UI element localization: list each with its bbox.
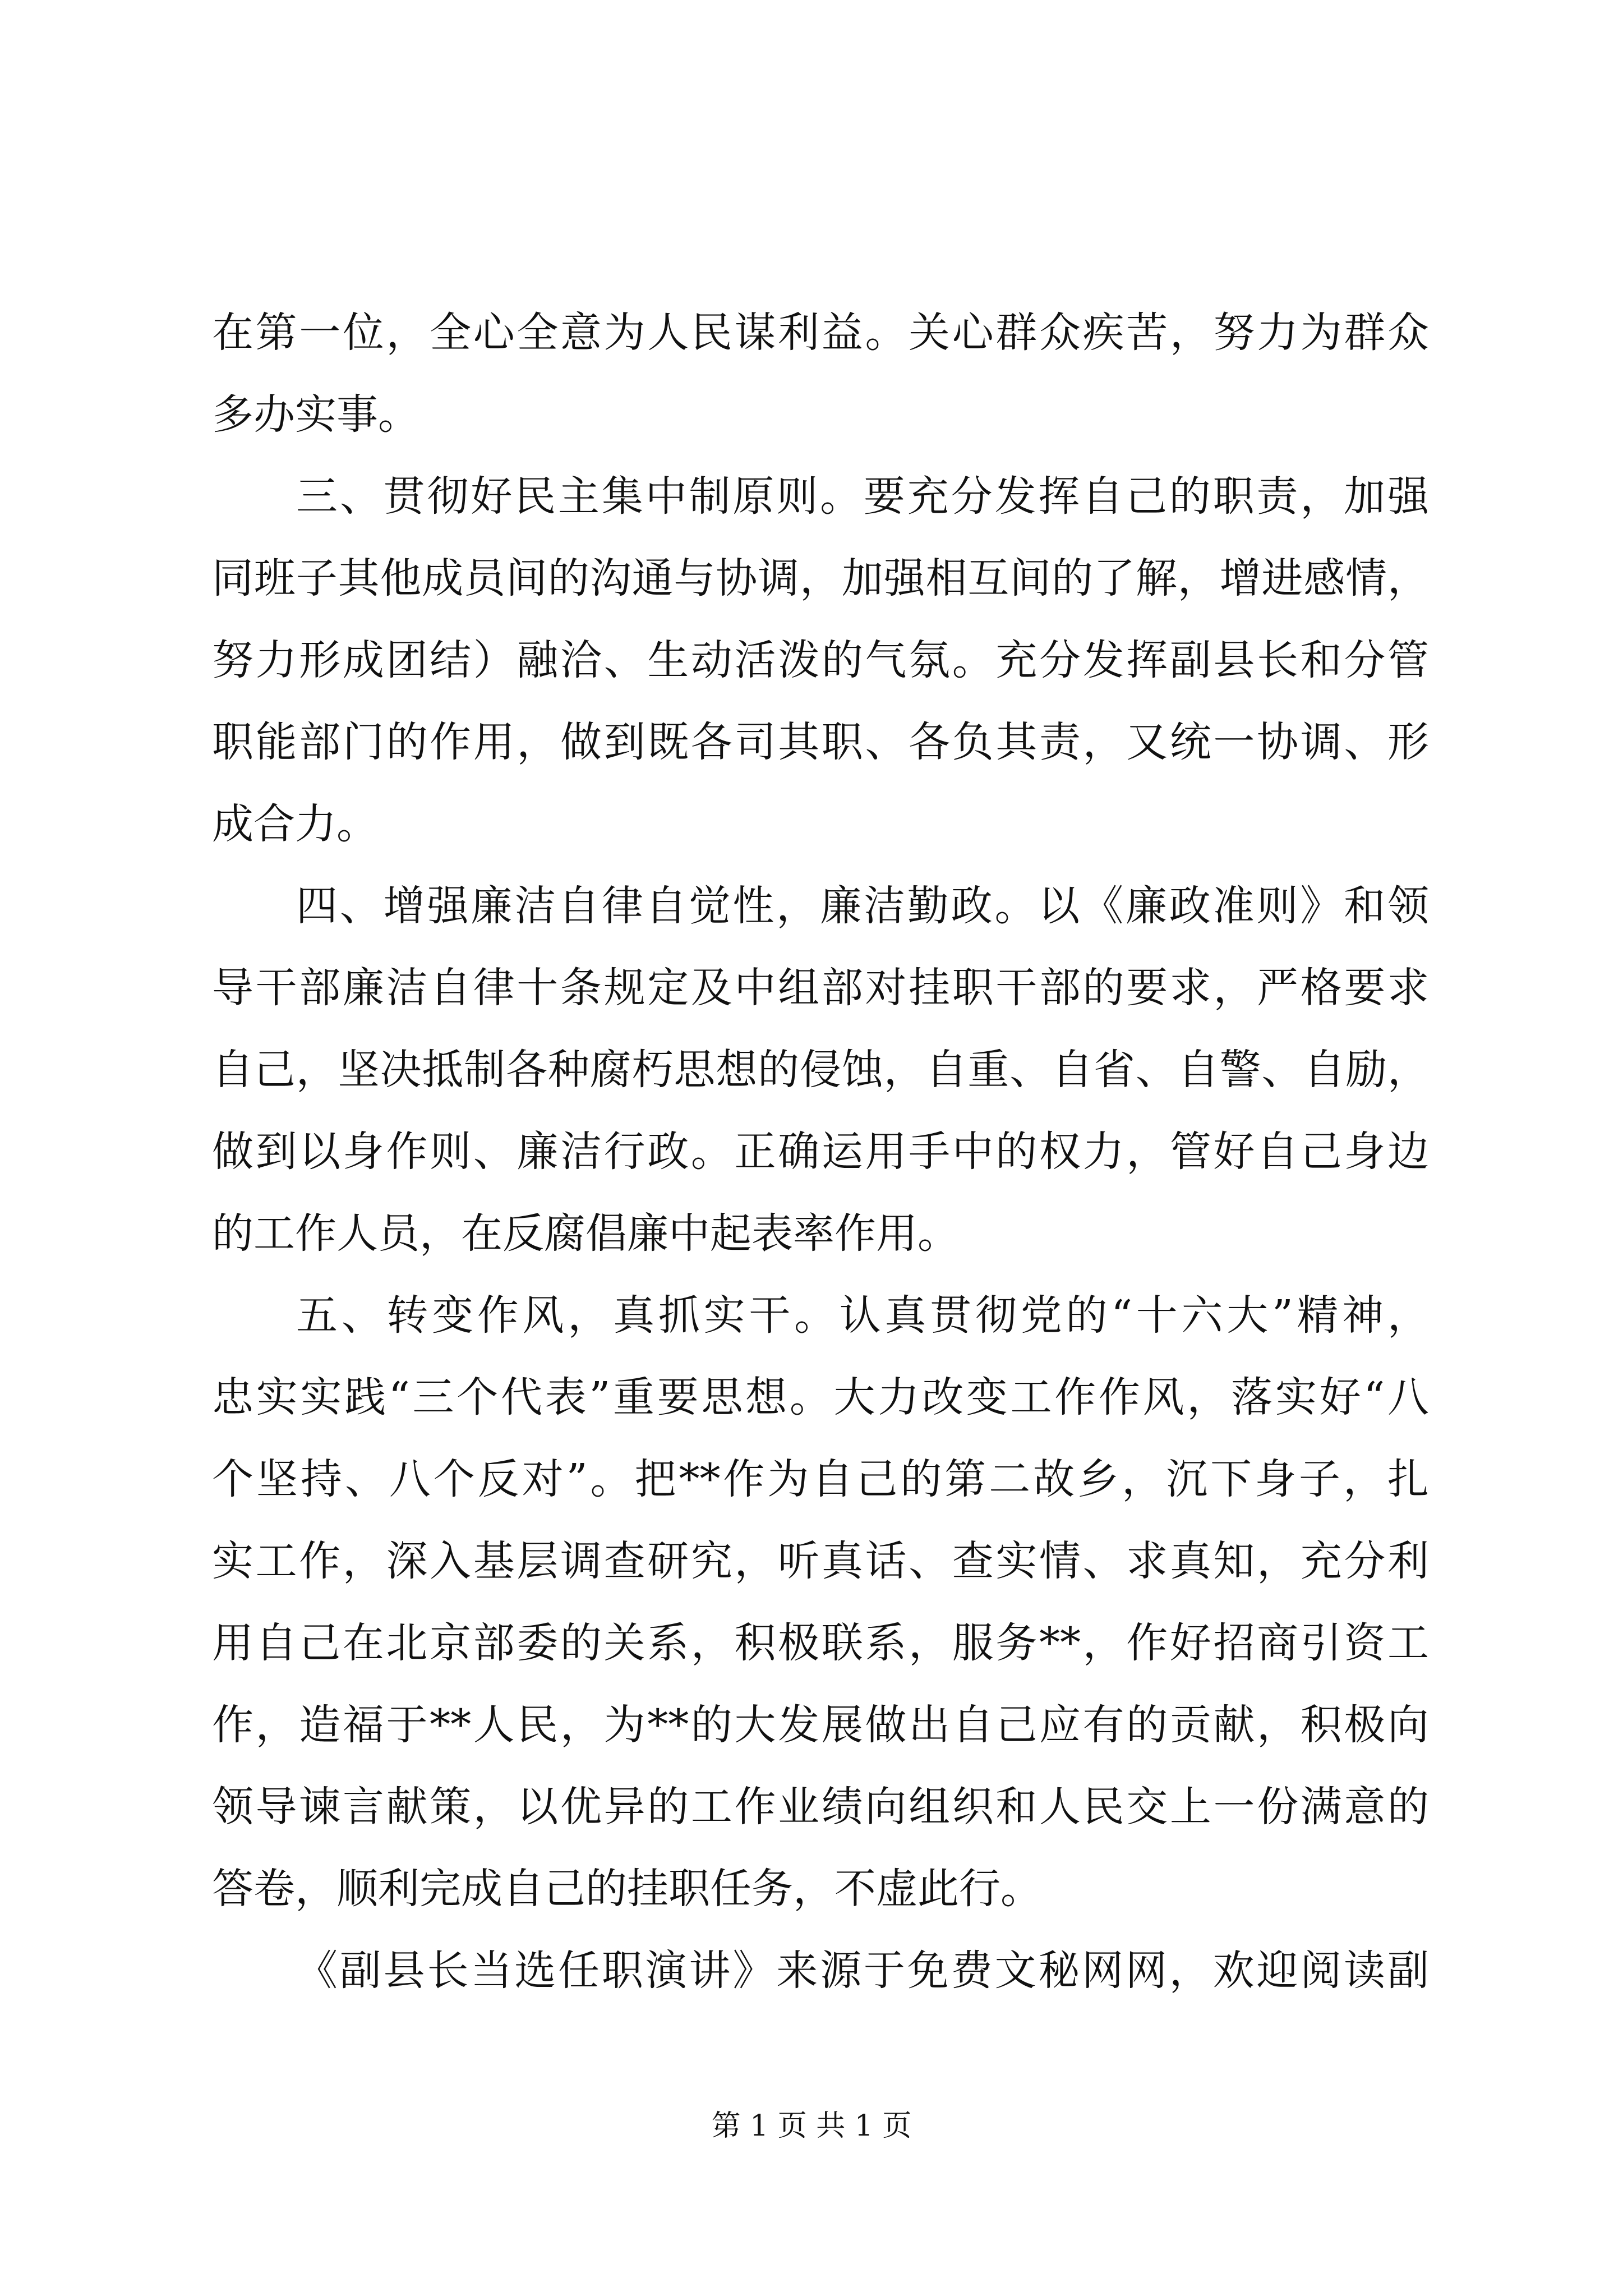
text-line: 实工作，深入基层调查研究，听真话、查实情、求真知，充分利 (212, 1537, 1429, 1585)
text-line: 的工作人员，在反腐倡廉中起表率作用。 (212, 1209, 959, 1258)
text-line: 在第一位，全心全意为人民谋利益。关心群众疾苦，努力为群众 (212, 309, 1429, 357)
text-line: 自己，坚决抵制各种腐朽思想的侵蚀，自重、自省、自警、自励， (212, 1046, 1429, 1094)
text-line: 作，造福于**人民，为**的大发展做出自己应有的贡献，积极向 (212, 1701, 1429, 1749)
document-body (212, 292, 1429, 2012)
text-line: 三、贯彻好民主集中制原则。要充分发挥自己的职责，加强 (296, 472, 1429, 521)
text-line: 五、转变作风，真抓实干。认真贯彻党的“十六大”精神， (296, 1291, 1429, 1340)
text-line: 忠实实践“三个代表”重要思想。大力改变工作作风，落实好“八 (212, 1373, 1429, 1421)
text-line: 导干部廉洁自律十条规定及中组部对挂职干部的要求，严格要求 (212, 964, 1429, 1012)
text-line: 用自己在北京部委的关系，积极联系，服务**，作好招商引资工 (212, 1619, 1429, 1667)
page-footer: 第 1 页 共 1 页 (711, 2109, 912, 2143)
text-line: 个坚持、八个反对”。把**作为自己的第二故乡，沉下身子，扎 (212, 1455, 1429, 1503)
text-line: 多办实事。 (212, 390, 419, 439)
text-line: 成合力。 (212, 800, 378, 848)
text-line: 职能部门的作用，做到既各司其职、各负其责，又统一协调、形 (212, 718, 1429, 766)
text-line: 领导谏言献策，以优异的工作业绩向组织和人民交上一份满意的 (212, 1783, 1429, 1831)
text-line: 做到以身作则、廉洁行政。正确运用手中的权力，管好自己身边 (212, 1128, 1429, 1176)
text-line: 《副县长当选任职演讲》来源于免费文秘网网，欢迎阅读副 (296, 1947, 1429, 1995)
text-line: 四、增强廉洁自律自觉性，廉洁勤政。以《廉政准则》和领 (296, 882, 1429, 930)
text-line: 努力形成团结）融洽、生动活泼的气氛。充分发挥副县长和分管 (212, 636, 1429, 684)
text-line: 答卷，顺利完成自己的挂职任务，不虚此行。 (212, 1865, 1042, 1913)
text-line: 同班子其他成员间的沟通与协调，加强相互间的了解，增进感情， (212, 554, 1429, 602)
